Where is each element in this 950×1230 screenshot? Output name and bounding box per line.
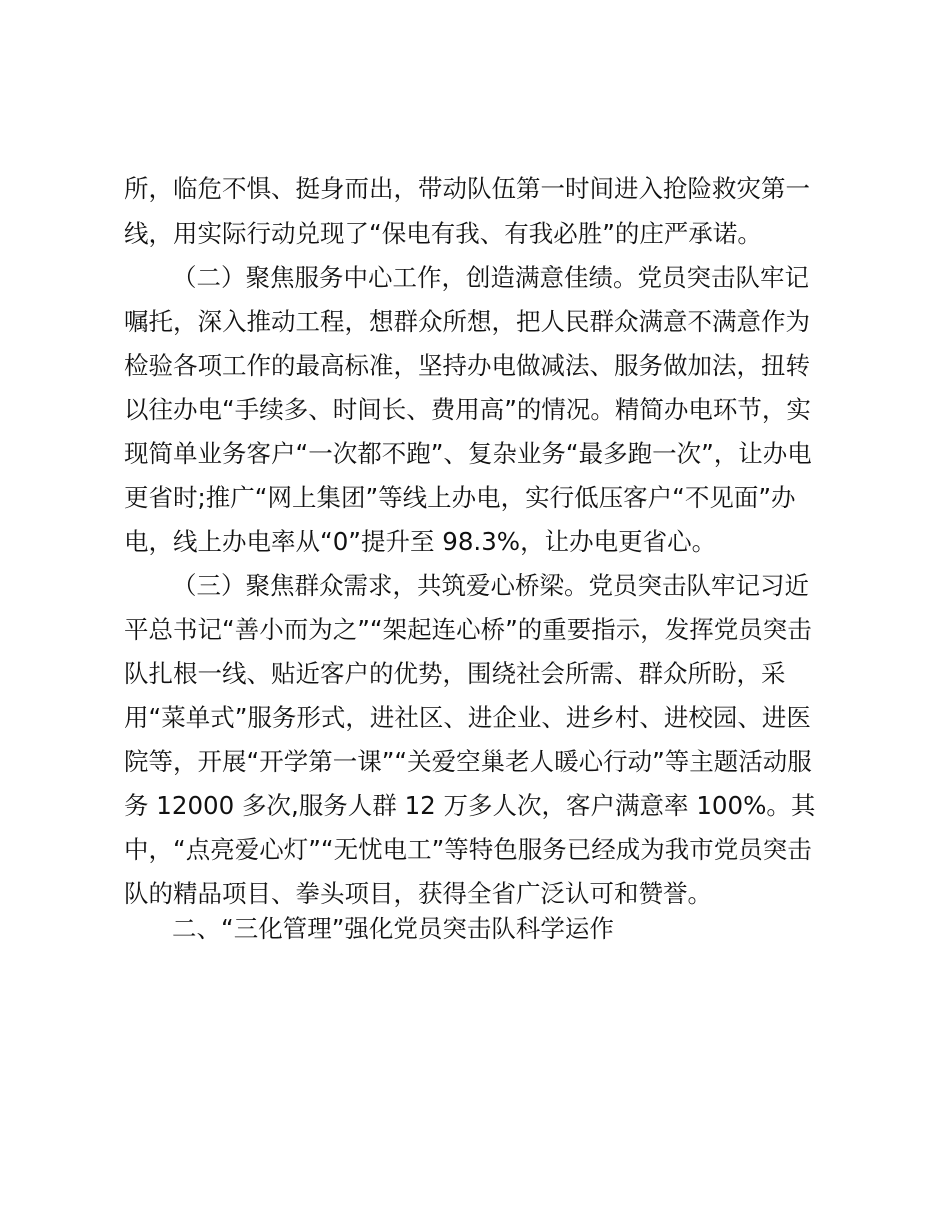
paragraph-line: 更省时;推广“网上集团”等线上办电，实行低压客户“不见面”办 — [124, 483, 796, 512]
section-heading-line: （三）聚焦群众需求，共筑爱心桥梁。党员突击队牢记习近 — [172, 571, 809, 600]
paragraph-line: 务 12000 多次,服务人群 12 万多人次，客户满意率 100%。其 — [124, 791, 816, 820]
paragraph-line: 线，用实际行动兑现了“保电有我、有我必胜”的庄严承诺。 — [124, 219, 762, 248]
paragraph-line: 队的精品项目、拳头项目，获得全省广泛认可和赞誉。 — [124, 879, 712, 908]
paragraph-line: 现简单业务客户“一次都不跑”、复杂业务“最多跑一次”，让办电 — [124, 439, 812, 468]
paragraph-line: 检验各项工作的最高标准，坚持办电做减法、服务做加法，扭转 — [124, 351, 810, 380]
section-heading-line: （二）聚焦服务中心工作，创造满意佳绩。党员突击队牢记 — [172, 263, 809, 292]
paragraph-line: 嘱托，深入推动工程，想群众所想，把人民群众满意不满意作为 — [124, 307, 810, 336]
paragraph-line: 以往办电“手续多、时间长、费用高”的情况。精简办电环节，实 — [124, 395, 811, 424]
paragraph-line: 用“菜单式”服务形式，进社区、进企业、进乡村、进校园、进医 — [124, 703, 811, 732]
chapter-heading-line: 二、“三化管理”强化党员突击队科学运作 — [172, 914, 614, 943]
paragraph-line: 平总书记“善小而为之”“架起连心桥”的重要指示，发挥党员突击 — [124, 615, 812, 644]
paragraph-line: 电，线上办电率从“0”提升至 98.3%，让办电更省心。 — [124, 527, 717, 556]
paragraph-line: 所，临危不惧、挺身而出，带动队伍第一时间进入抢险救灾第一 — [124, 174, 810, 203]
paragraph-line: 中，“点亮爱心灯”“无忧电工”等特色服务已经成为我市党员突击 — [124, 835, 812, 864]
paragraph-line: 院等，开展“开学第一课”“关爱空巢老人暖心行动”等主题活动服 — [124, 747, 812, 776]
paragraph-line: 队扎根一线、贴近客户的优势，围绕社会所需、群众所盼，采 — [124, 659, 786, 688]
